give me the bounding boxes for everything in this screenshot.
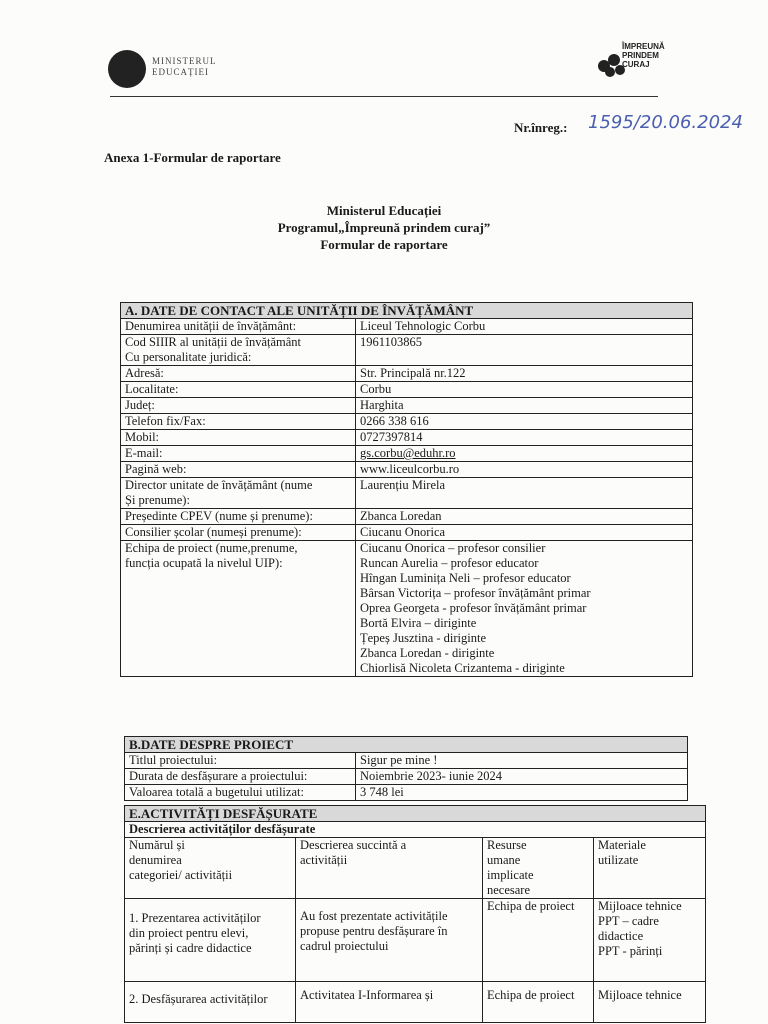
table-header-row: Numărul și denumirea categoriei/ activității Descrierea succintă a activității Resurse umane implicate necesare Materiale utilizate [125,838,706,899]
project-team-list: Ciucanu Onorica – profesor consilier Runcan Aurelia – profesor educator Hîngan Luminița Neli – profesor educator Bârsan Victorița – profesor învățământ primar Oprea Georgeta - profesor învățământ primar Bortă Elvira – diriginte Țepeș Jusztina - diriginte Zbanca Loredan - diriginte Chiorlisă Nicoleta Crizantema - diriginte [356,541,693,677]
table-row: Mobil: 0727397814 [121,430,693,446]
section-e-title: E.ACTIVITĂȚI DESFĂȘURATE [125,806,706,822]
ministry-logo-text: MINISTERUL EDUCAȚIEI [152,56,217,77]
table-row: Denumirea unității de învățământ: Liceul Tehnologic Corbu [121,319,693,335]
section-b-title: B.DATE DESPRE PROIECT [125,737,688,753]
table-row: Echipa de proiect (nume,prenume, funcția ocupată la nivelul UIP): Ciucanu Onorica – profesor consilier Runcan Aurelia – profesor educator Hîngan Luminița Neli – profesor educator Bârsan Victorița – profesor învățământ primar Oprea Georgeta - profesor învățământ primar Bortă Elvira – diriginte Țepeș Jusztina - diriginte Zbanca Loredan - diriginte Chiorlisă Nicoleta Crizantema - diriginte [121,541,693,677]
email-value: gs.corbu@eduhr.ro [356,446,693,462]
website-value: www.liceulcorbu.ro [356,462,693,478]
project-table [124,736,688,801]
table-row: Adresă: Str. Principală nr.122 [121,366,693,382]
contact-table [120,302,693,677]
program-logo-text: ÎMPREUNĂ PRINDEM CURAJ [622,42,665,69]
table-row: Cod SIIIR al unității de învățământ Cu personalitate juridică: 1961103865 [121,335,693,366]
annex-title: Anexa 1-Formular de raportare [104,150,281,165]
table-row: Pagină web: www.liceulcorbu.ro [121,462,693,478]
table-row: Localitate: Corbu [121,382,693,398]
table-row: 2. Desfășurarea activităților Activitatea I-Informarea și Echipa de proiect Mijloace tehnice [125,982,706,1023]
table-row: Consilier școlar (numeși prenume): Ciucanu Onorica [121,525,693,541]
table-row: Valoarea totală a bugetului utilizat: 3 748 lei [125,785,688,801]
registration-number: 1595/20.06.2024 [588,112,743,133]
table-row: Titlul proiectului: Sigur pe mine ! [125,753,688,769]
table-row: Durata de desfășurare a proiectului: Noiembrie 2023- iunie 2024 [125,769,688,785]
table-row: Director unitate de învățământ (nume Și prenume): Laurențiu Mirela [121,478,693,509]
table-row: Președinte CPEV (nume și prenume): Zbanca Loredan [121,509,693,525]
registration-label: Nr.înreg.: [514,120,568,135]
table-row: E-mail: gs.corbu@eduhr.ro [121,446,693,462]
section-e-subtitle: Descrierea activităților desfășurate [125,822,706,838]
form-title: Formular de raportare [320,237,448,252]
ministry-title: Ministerul Educației [326,203,442,218]
table-row: Telefon fix/Fax: 0266 338 616 [121,414,693,430]
section-a-title: A. DATE DE CONTACT ALE UNITĂȚII DE ÎNVĂȚĂMÂNT [121,303,693,319]
header-rule [110,96,658,97]
activities-table [124,805,706,1023]
ministry-emblem-icon [108,50,146,88]
table-row: 1. Prezentarea activităților din proiect pentru elevi, părinți și cadre didactice Au fost prezentate activitățile propuse pentru desfășurare în cadrul proiectului Echipa de proiect Mijloace tehnice PPT – cadre didactice PPT - părinți [125,899,706,982]
table-row: Județ: Harghita [121,398,693,414]
program-title: Programul„Împreună prindem curaj” [277,220,491,235]
